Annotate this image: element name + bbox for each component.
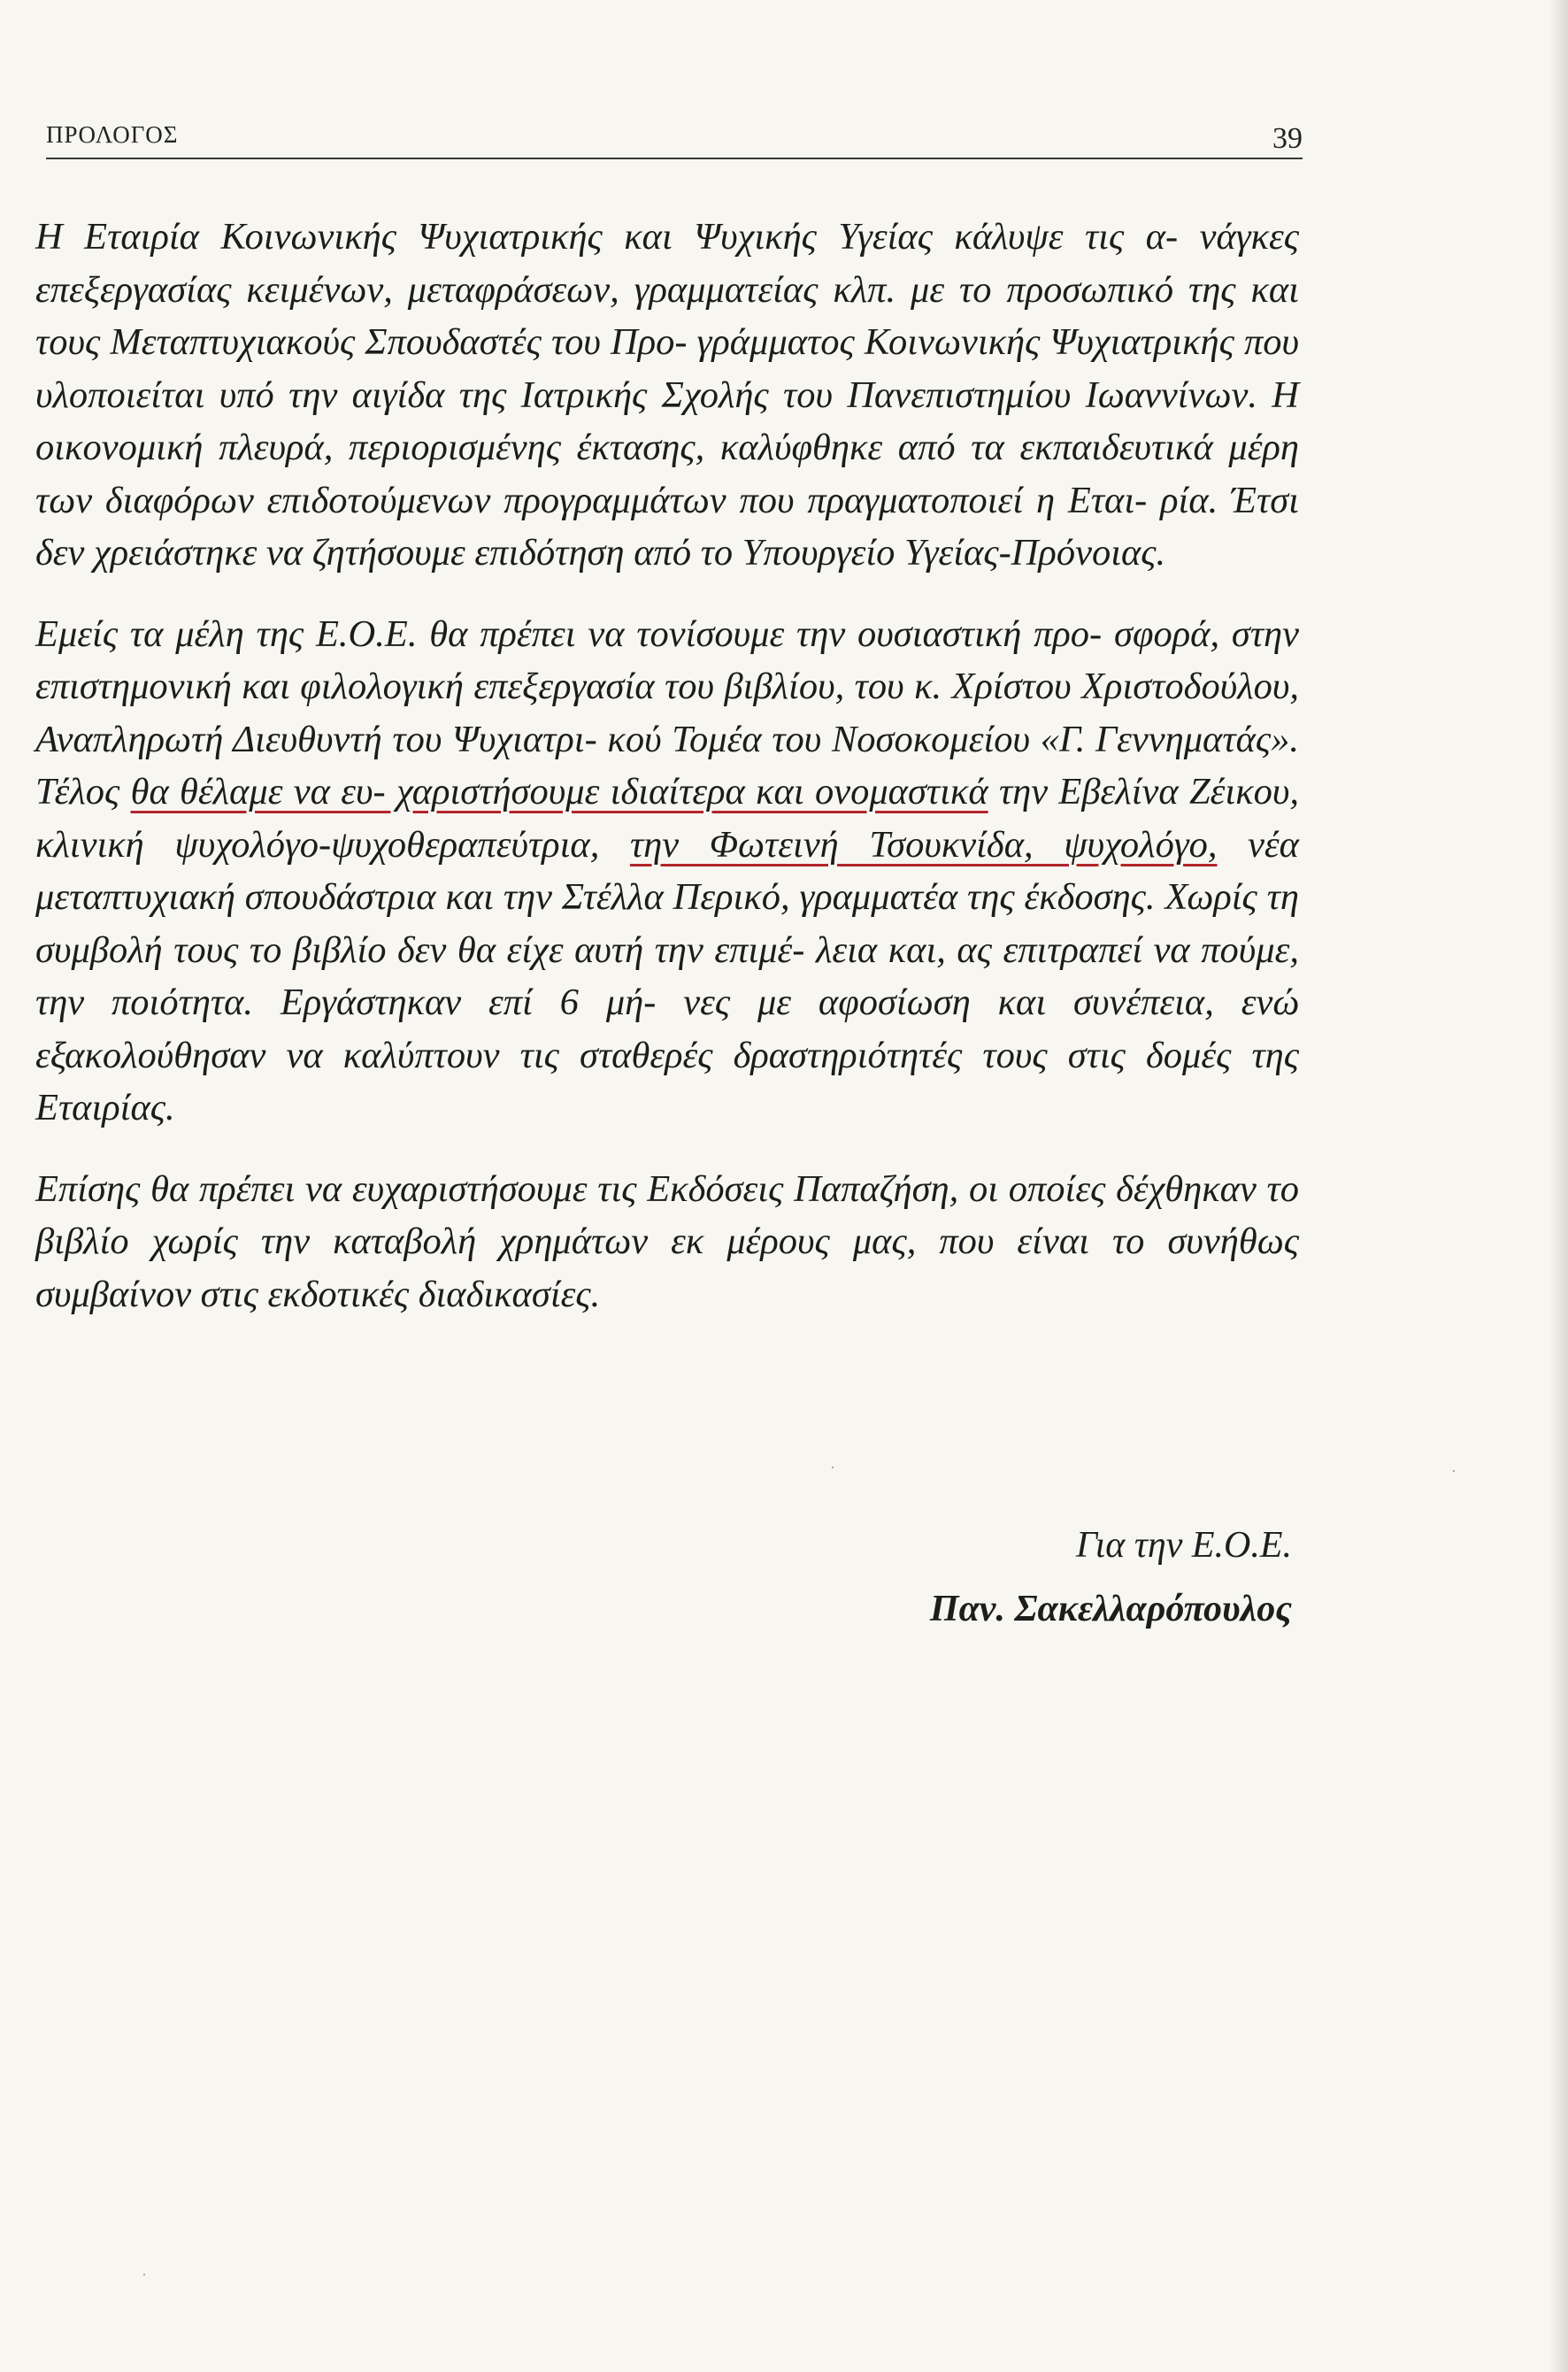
preface-body xyxy=(35,211,1299,1349)
paragraph-2-text-a: Εμείς τα μέλη της Ε.Ο.Ε. θα πρέπει να τονίσουμε την ουσιαστική προ- σφορά, στην επιστημονική και φιλολογική επεξεργασία του βιβλίου, του κ. Χρίστου Χριστοδούλου, Αναπληρωτή Διευθυντή του Ψυχιατρι- κού Τομέα του Νοσοκομείου «Γ. Γεννηματάς». Τέλος xyxy=(35,612,1299,812)
paragraph-2 xyxy=(35,608,1299,1135)
paragraph-2-text-b: την Εβελίνα Ζέικου, κλινική ψυχολόγο-ψυχοθεραπεύτρια, xyxy=(35,771,1299,866)
paragraph-3: Επίσης θα πρέπει να ευχαριστήσουμε τις Εκδόσεις Παπαζήση, οι οποίες δέχθηκαν το βιβλίο χωρίς την καταβολή χρημάτων εκ μέρους μας, που είναι το συνήθως συμβαίνον στις εκδοτικές διαδικασίες. xyxy=(35,1167,1299,1315)
running-head: ΠΡΟΛΟΓΟΣ xyxy=(46,121,179,148)
page-header xyxy=(46,113,1303,159)
paragraph-1: Η Εταιρία Κοινωνικής Ψυχιατρικής και Ψυχικής Υγείας κάλυψε τις α- νάγκες επεξεργασίας κειμένων, μεταφράσεων, γραμματείας κλπ. με το προσωπικό της και τους Μεταπτυχιακούς Σπουδαστές του Προ- γράμματος Κοινωνικής Ψυχιατρικής που υλοποιείται υπό την αιγίδα της Ιατρικής Σχολής του Πανεπιστημίου Ιωαννίνων. Η οικονομική πλευρά, περιορισμένης έκτασης, καλύφθηκε από τα εκπαιδευτικά μέρη των διαφόρων επιδοτούμενων προγραμμάτων που πραγματοποιεί η Εται- ρία. Έτσι δεν χρειάστηκε να ζητήσουμε επιδότηση από το Υπουργείο Υγείας-Πρόνοιας. xyxy=(35,216,1299,574)
scan-speck: · xyxy=(142,2266,147,2283)
signature-block xyxy=(930,1513,1292,1641)
header-rule xyxy=(46,158,1303,159)
red-underlined-phrase-name: την Φωτεινή Τσουκνίδα, ψυχολόγο, xyxy=(629,823,1218,866)
paragraph-2-text-c: νέα μεταπτυχιακή σπουδάστρια και την Στέλλα Περικό, γραμματέα της έκδοσης. Χωρίς τη συμβολή τους το βιβλίο δεν θα είχε αυτή την επιμέ- λεια και, ας επιτραπεί να πούμε, την ποιότητα. Εργάστηκαν επί 6 μή- νες με αφοσίωση και συνέπεια, ενώ εξακολούθησαν να καλύπτουν τις σταθερές δραστηριότητές τους στις δομές της Εταιρίας. xyxy=(35,823,1299,1128)
signature-name: Παν. Σακελλαρόπουλος xyxy=(929,1589,1292,1629)
scan-speck: · xyxy=(1451,1462,1457,1480)
red-underlined-phrase-thanks: θα θέλαμε να ευ- χαριστήσουμε ιδιαίτερα και ονομαστικά xyxy=(130,771,988,812)
page-number: 39 xyxy=(1272,122,1303,155)
signature-for-line: Για την Ε.Ο.Ε. xyxy=(1076,1525,1292,1566)
page-edge-shadow xyxy=(1549,0,1568,2372)
scan-speck: · xyxy=(830,1459,835,1476)
